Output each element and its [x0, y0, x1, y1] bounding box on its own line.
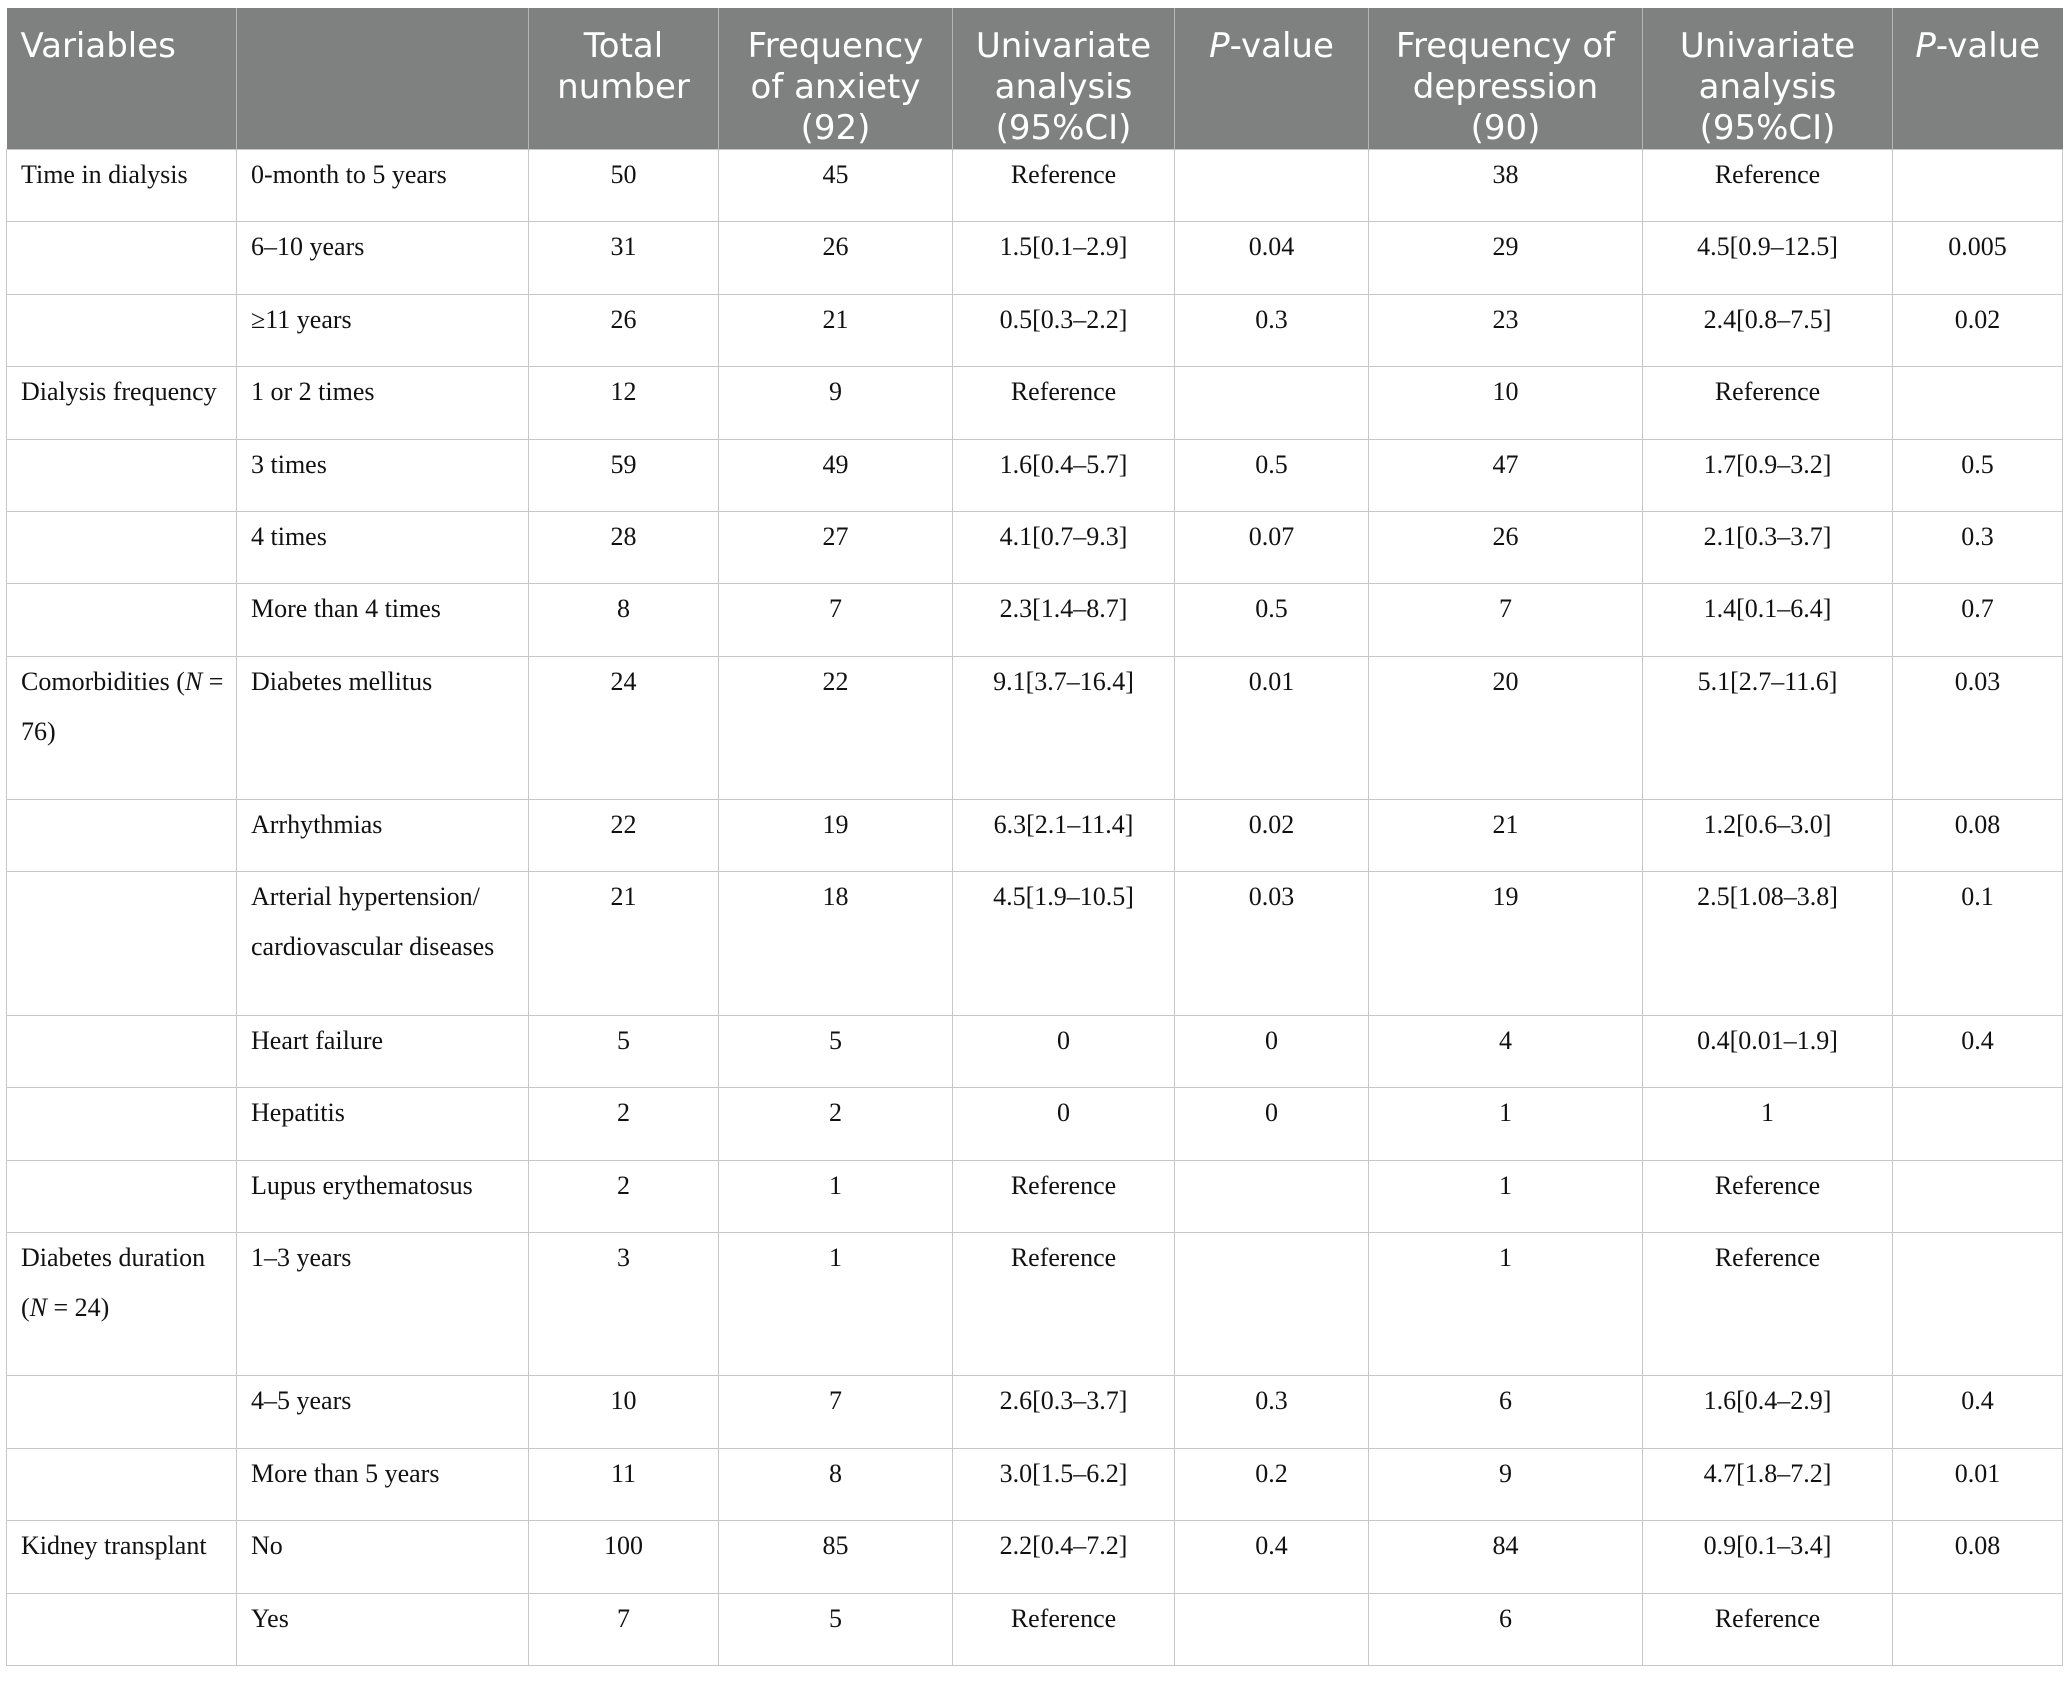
cell-variable [7, 1015, 237, 1087]
cell-depression-p [1893, 1233, 2063, 1376]
cell-anxiety-frequency: 49 [719, 439, 953, 511]
table-body [7, 150, 2063, 1666]
cell-depression-ci: 0.4[0.01–1.9] [1643, 1015, 1893, 1087]
cell-anxiety-p [1175, 1233, 1369, 1376]
cell-total: 2 [529, 1088, 719, 1160]
cell-depression-p: 0.01 [1893, 1448, 2063, 1520]
cell-depression-frequency: 1 [1369, 1160, 1643, 1232]
table-row [7, 1015, 2063, 1087]
cell-anxiety-frequency: 7 [719, 584, 953, 656]
cell-depression-ci: Reference [1643, 367, 1893, 439]
cell-depression-ci: 2.4[0.8–7.5] [1643, 294, 1893, 366]
cell-depression-p: 0.5 [1893, 439, 2063, 511]
cell-variable [7, 1448, 237, 1520]
cell-category: 1 or 2 times [237, 367, 529, 439]
cell-anxiety-ci: Reference [953, 367, 1175, 439]
table-row [7, 872, 2063, 1015]
cell-total: 28 [529, 511, 719, 583]
cell-depression-frequency: 21 [1369, 800, 1643, 872]
table-row [7, 1088, 2063, 1160]
cell-category: Lupus erythematosus [237, 1160, 529, 1232]
cell-depression-ci: Reference [1643, 150, 1893, 222]
cell-anxiety-p: 0.5 [1175, 584, 1369, 656]
cell-category: ≥11 years [237, 294, 529, 366]
cell-depression-p: 0.1 [1893, 872, 2063, 1015]
cell-depression-ci: 2.1[0.3–3.7] [1643, 511, 1893, 583]
cell-anxiety-p: 0.01 [1175, 656, 1369, 799]
cell-total: 21 [529, 872, 719, 1015]
cell-depression-ci: 1.4[0.1–6.4] [1643, 584, 1893, 656]
table-header [7, 8, 2063, 150]
cell-depression-frequency: 19 [1369, 872, 1643, 1015]
cell-category: More than 4 times [237, 584, 529, 656]
cell-anxiety-ci: 2.3[1.4–8.7] [953, 584, 1175, 656]
cell-anxiety-frequency: 85 [719, 1521, 953, 1593]
cell-variable: Kidney transplant [7, 1521, 237, 1593]
cell-depression-p: 0.08 [1893, 800, 2063, 872]
table-row [7, 511, 2063, 583]
cell-anxiety-frequency: 5 [719, 1593, 953, 1665]
cell-total: 7 [529, 1593, 719, 1665]
cell-anxiety-ci: 2.6[0.3–3.7] [953, 1376, 1175, 1448]
cell-depression-p: 0.4 [1893, 1015, 2063, 1087]
cell-depression-p: 0.03 [1893, 656, 2063, 799]
cell-total: 31 [529, 222, 719, 294]
cell-depression-ci: 4.7[1.8–7.2] [1643, 1448, 1893, 1520]
cell-depression-ci: Reference [1643, 1233, 1893, 1376]
cell-anxiety-ci: 1.5[0.1–2.9] [953, 222, 1175, 294]
cell-anxiety-ci: 2.2[0.4–7.2] [953, 1521, 1175, 1593]
cell-depression-p [1893, 150, 2063, 222]
header-frequency-depression: Frequency of depression (90) [1369, 8, 1643, 150]
cell-depression-frequency: 23 [1369, 294, 1643, 366]
cell-depression-frequency: 84 [1369, 1521, 1643, 1593]
cell-anxiety-frequency: 2 [719, 1088, 953, 1160]
cell-depression-ci: 4.5[0.9–12.5] [1643, 222, 1893, 294]
cell-depression-frequency: 6 [1369, 1376, 1643, 1448]
cell-anxiety-frequency: 9 [719, 367, 953, 439]
cell-depression-ci: 2.5[1.08–3.8] [1643, 872, 1893, 1015]
cell-variable: Diabetes duration (N = 24) [7, 1233, 237, 1376]
cell-anxiety-p: 0.5 [1175, 439, 1369, 511]
cell-depression-ci: 1 [1643, 1088, 1893, 1160]
cell-anxiety-p [1175, 1593, 1369, 1665]
cell-anxiety-ci: Reference [953, 1233, 1175, 1376]
cell-category: More than 5 years [237, 1448, 529, 1520]
cell-category: 6–10 years [237, 222, 529, 294]
header-p-value-anxiety: P-value [1175, 8, 1369, 150]
header-variables: Variables [7, 8, 237, 150]
cell-anxiety-p: 0.4 [1175, 1521, 1369, 1593]
cell-category: 1–3 years [237, 1233, 529, 1376]
cell-depression-p: 0.08 [1893, 1521, 2063, 1593]
cell-anxiety-frequency: 21 [719, 294, 953, 366]
table-row [7, 1521, 2063, 1593]
cell-category: Yes [237, 1593, 529, 1665]
cell-anxiety-frequency: 1 [719, 1160, 953, 1232]
cell-total: 59 [529, 439, 719, 511]
cell-anxiety-p [1175, 1160, 1369, 1232]
cell-variable [7, 1160, 237, 1232]
cell-anxiety-ci: Reference [953, 1160, 1175, 1232]
cell-anxiety-p [1175, 367, 1369, 439]
cell-total: 11 [529, 1448, 719, 1520]
results-table [6, 8, 2063, 1666]
header-univariate-depression: Univariate analysis (95%CI) [1643, 8, 1893, 150]
cell-anxiety-ci: 4.1[0.7–9.3] [953, 511, 1175, 583]
table-row [7, 150, 2063, 222]
table-row [7, 1376, 2063, 1448]
cell-anxiety-frequency: 7 [719, 1376, 953, 1448]
cell-category: 3 times [237, 439, 529, 511]
cell-anxiety-p: 0.02 [1175, 800, 1369, 872]
cell-anxiety-p: 0 [1175, 1088, 1369, 1160]
cell-anxiety-ci: 9.1[3.7–16.4] [953, 656, 1175, 799]
cell-category: Arrhythmias [237, 800, 529, 872]
cell-total: 2 [529, 1160, 719, 1232]
table-row [7, 1233, 2063, 1376]
cell-depression-p: 0.02 [1893, 294, 2063, 366]
cell-category: Diabetes mellitus [237, 656, 529, 799]
cell-depression-ci: 1.7[0.9–3.2] [1643, 439, 1893, 511]
cell-total: 5 [529, 1015, 719, 1087]
cell-anxiety-ci: Reference [953, 1593, 1175, 1665]
cell-variable [7, 294, 237, 366]
cell-total: 24 [529, 656, 719, 799]
cell-depression-p: 0.7 [1893, 584, 2063, 656]
cell-depression-frequency: 4 [1369, 1015, 1643, 1087]
cell-depression-frequency: 1 [1369, 1088, 1643, 1160]
cell-category: Hepatitis [237, 1088, 529, 1160]
table-row [7, 222, 2063, 294]
cell-anxiety-frequency: 45 [719, 150, 953, 222]
table-row [7, 584, 2063, 656]
cell-variable [7, 800, 237, 872]
cell-category: 4–5 years [237, 1376, 529, 1448]
cell-depression-frequency: 10 [1369, 367, 1643, 439]
cell-depression-frequency: 7 [1369, 584, 1643, 656]
cell-variable [7, 584, 237, 656]
cell-depression-ci: 0.9[0.1–3.4] [1643, 1521, 1893, 1593]
cell-anxiety-ci: 3.0[1.5–6.2] [953, 1448, 1175, 1520]
cell-category: Heart failure [237, 1015, 529, 1087]
cell-anxiety-p: 0 [1175, 1015, 1369, 1087]
cell-anxiety-ci: 0 [953, 1088, 1175, 1160]
cell-total: 8 [529, 584, 719, 656]
cell-total: 100 [529, 1521, 719, 1593]
cell-anxiety-ci: Reference [953, 150, 1175, 222]
header-category [237, 8, 529, 150]
cell-anxiety-frequency: 18 [719, 872, 953, 1015]
cell-anxiety-p: 0.04 [1175, 222, 1369, 294]
header-univariate-anxiety: Univariate analysis (95%CI) [953, 8, 1175, 150]
cell-depression-p [1893, 367, 2063, 439]
cell-depression-ci: Reference [1643, 1593, 1893, 1665]
cell-depression-frequency: 47 [1369, 439, 1643, 511]
cell-anxiety-ci: 0.5[0.3–2.2] [953, 294, 1175, 366]
table-row [7, 439, 2063, 511]
header-total-number: Total number [529, 8, 719, 150]
table-row [7, 367, 2063, 439]
cell-variable [7, 222, 237, 294]
cell-variable: Time in dialysis [7, 150, 237, 222]
cell-anxiety-p: 0.03 [1175, 872, 1369, 1015]
header-frequency-anxiety: Frequency of anxiety (92) [719, 8, 953, 150]
cell-depression-p: 0.4 [1893, 1376, 2063, 1448]
cell-category: No [237, 1521, 529, 1593]
cell-anxiety-frequency: 27 [719, 511, 953, 583]
cell-category: 4 times [237, 511, 529, 583]
cell-depression-ci: 5.1[2.7–11.6] [1643, 656, 1893, 799]
cell-total: 12 [529, 367, 719, 439]
header-row [7, 8, 2063, 150]
table-row [7, 1448, 2063, 1520]
cell-anxiety-frequency: 1 [719, 1233, 953, 1376]
cell-variable [7, 1376, 237, 1448]
cell-total: 22 [529, 800, 719, 872]
cell-anxiety-frequency: 5 [719, 1015, 953, 1087]
cell-depression-frequency: 1 [1369, 1233, 1643, 1376]
cell-total: 10 [529, 1376, 719, 1448]
cell-depression-p: 0.3 [1893, 511, 2063, 583]
cell-variable [7, 1593, 237, 1665]
header-p-value-depression: P-value [1893, 8, 2063, 150]
cell-category: 0-month to 5 years [237, 150, 529, 222]
table-row [7, 1160, 2063, 1232]
cell-variable [7, 439, 237, 511]
table-row [7, 294, 2063, 366]
cell-category: Arterial hypertension/ cardiovascular diseases [237, 872, 529, 1015]
cell-anxiety-p: 0.3 [1175, 294, 1369, 366]
cell-anxiety-p: 0.07 [1175, 511, 1369, 583]
table-row [7, 656, 2063, 799]
cell-depression-ci: Reference [1643, 1160, 1893, 1232]
cell-anxiety-p: 0.3 [1175, 1376, 1369, 1448]
cell-variable: Dialysis frequency [7, 367, 237, 439]
cell-variable [7, 511, 237, 583]
cell-total: 50 [529, 150, 719, 222]
cell-variable [7, 1088, 237, 1160]
cell-total: 26 [529, 294, 719, 366]
cell-anxiety-frequency: 22 [719, 656, 953, 799]
cell-depression-frequency: 38 [1369, 150, 1643, 222]
cell-anxiety-p: 0.2 [1175, 1448, 1369, 1520]
cell-anxiety-frequency: 26 [719, 222, 953, 294]
cell-depression-frequency: 26 [1369, 511, 1643, 583]
table-row [7, 1593, 2063, 1665]
cell-anxiety-frequency: 19 [719, 800, 953, 872]
cell-anxiety-ci: 0 [953, 1015, 1175, 1087]
cell-depression-p [1893, 1088, 2063, 1160]
cell-anxiety-ci: 6.3[2.1–11.4] [953, 800, 1175, 872]
cell-depression-frequency: 29 [1369, 222, 1643, 294]
cell-total: 3 [529, 1233, 719, 1376]
cell-anxiety-ci: 1.6[0.4–5.7] [953, 439, 1175, 511]
cell-depression-ci: 1.6[0.4–2.9] [1643, 1376, 1893, 1448]
cell-depression-p [1893, 1593, 2063, 1665]
table-row [7, 800, 2063, 872]
cell-depression-p [1893, 1160, 2063, 1232]
cell-depression-p: 0.005 [1893, 222, 2063, 294]
cell-anxiety-frequency: 8 [719, 1448, 953, 1520]
cell-variable [7, 872, 237, 1015]
cell-variable: Comorbidities (N = 76) [7, 656, 237, 799]
cell-anxiety-p [1175, 150, 1369, 222]
cell-anxiety-ci: 4.5[1.9–10.5] [953, 872, 1175, 1015]
cell-depression-frequency: 6 [1369, 1593, 1643, 1665]
cell-depression-frequency: 9 [1369, 1448, 1643, 1520]
cell-depression-ci: 1.2[0.6–3.0] [1643, 800, 1893, 872]
cell-depression-frequency: 20 [1369, 656, 1643, 799]
